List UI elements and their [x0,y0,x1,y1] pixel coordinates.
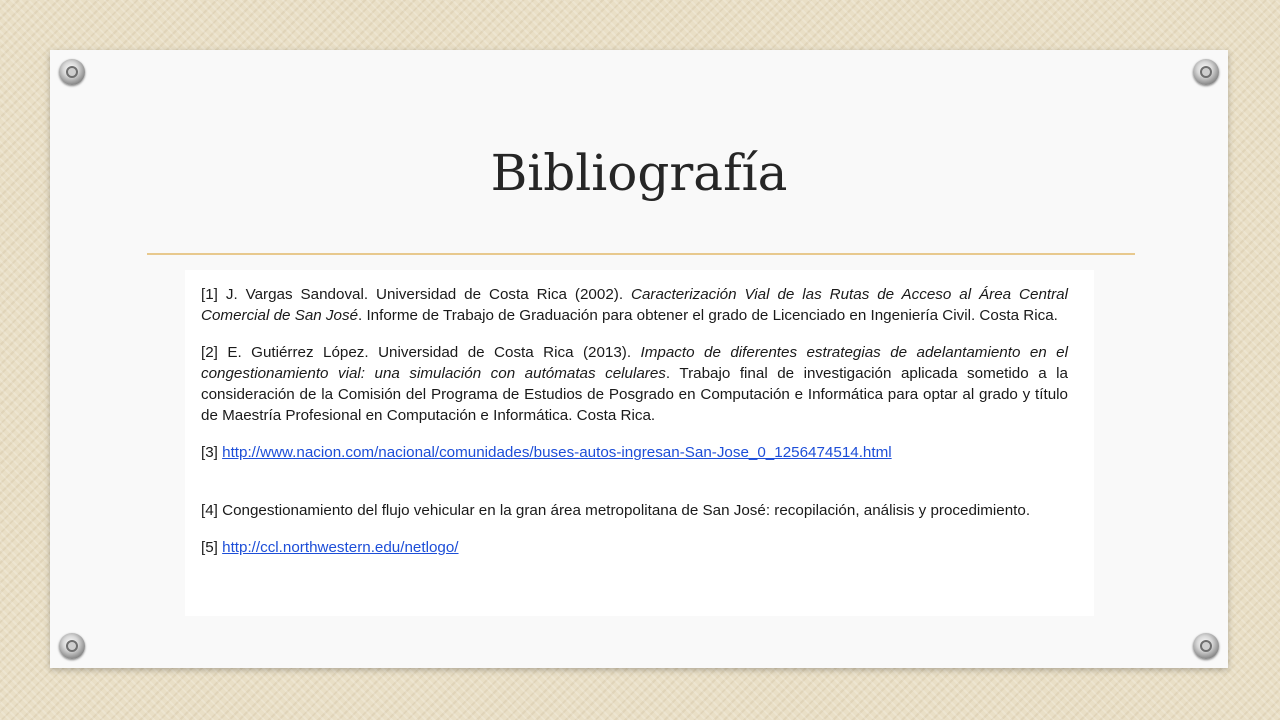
slide-title: Bibliografía [490,144,788,202]
reference-text: . Trabajo final de investigación aplicada sometido a la consideración de la Comisión del Programa de Estudios de Posgrado en Computación e Informática para optar al grado y título de Maestría Profesional en Computación e Informática. Costa Rica. [201,365,1068,424]
reference-number: [3] [201,444,218,461]
reference-number: [5] [201,539,218,556]
reference-text: J. Vargas Sandoval. Universidad de Costa Rica (2002). [225,286,624,303]
rivet-icon [59,633,85,659]
reference-item-5 [201,537,1068,558]
reference-number: [4] [201,502,218,519]
rivet-icon [59,59,85,85]
reference-link[interactable]: http://www.nacion.com/nacional/comunidades/buses-autos-ingresan-San-Jose_0_1256474514.html [222,444,892,461]
reference-item-2 [201,342,1068,426]
reference-list [185,270,1094,616]
reference-number: [2] [201,344,218,361]
reference-link[interactable]: http://ccl.northwestern.edu/netlogo/ [222,539,459,556]
reference-item-3 [201,442,1068,463]
reference-title: Impacto de diferentes estrategias de adelantamiento en el congestionamiento vial: una simulación con autómatas celulares [201,344,1068,382]
title-divider [147,253,1135,255]
slide [50,50,1228,668]
rivet-icon [1193,59,1219,85]
reference-title: Caracterización Vial de las Rutas de Acceso al Área Central Comercial de San José [201,286,1068,324]
reference-text: E. Gutiérrez López. Universidad de Costa Rica (2013). [227,344,632,361]
reference-text: Congestionamiento del flujo vehicular en la gran área metropolitana de San José: recopilación, análisis y procedimiento. [222,502,1031,519]
reference-number: [1] [201,286,218,303]
reference-item-4 [201,500,1068,521]
rivet-icon [1193,633,1219,659]
reference-text: . Informe de Trabajo de Graduación para obtener el grado de Licenciado en Ingeniería Civil. Costa Rica. [358,307,1058,324]
reference-item-1 [201,284,1068,326]
